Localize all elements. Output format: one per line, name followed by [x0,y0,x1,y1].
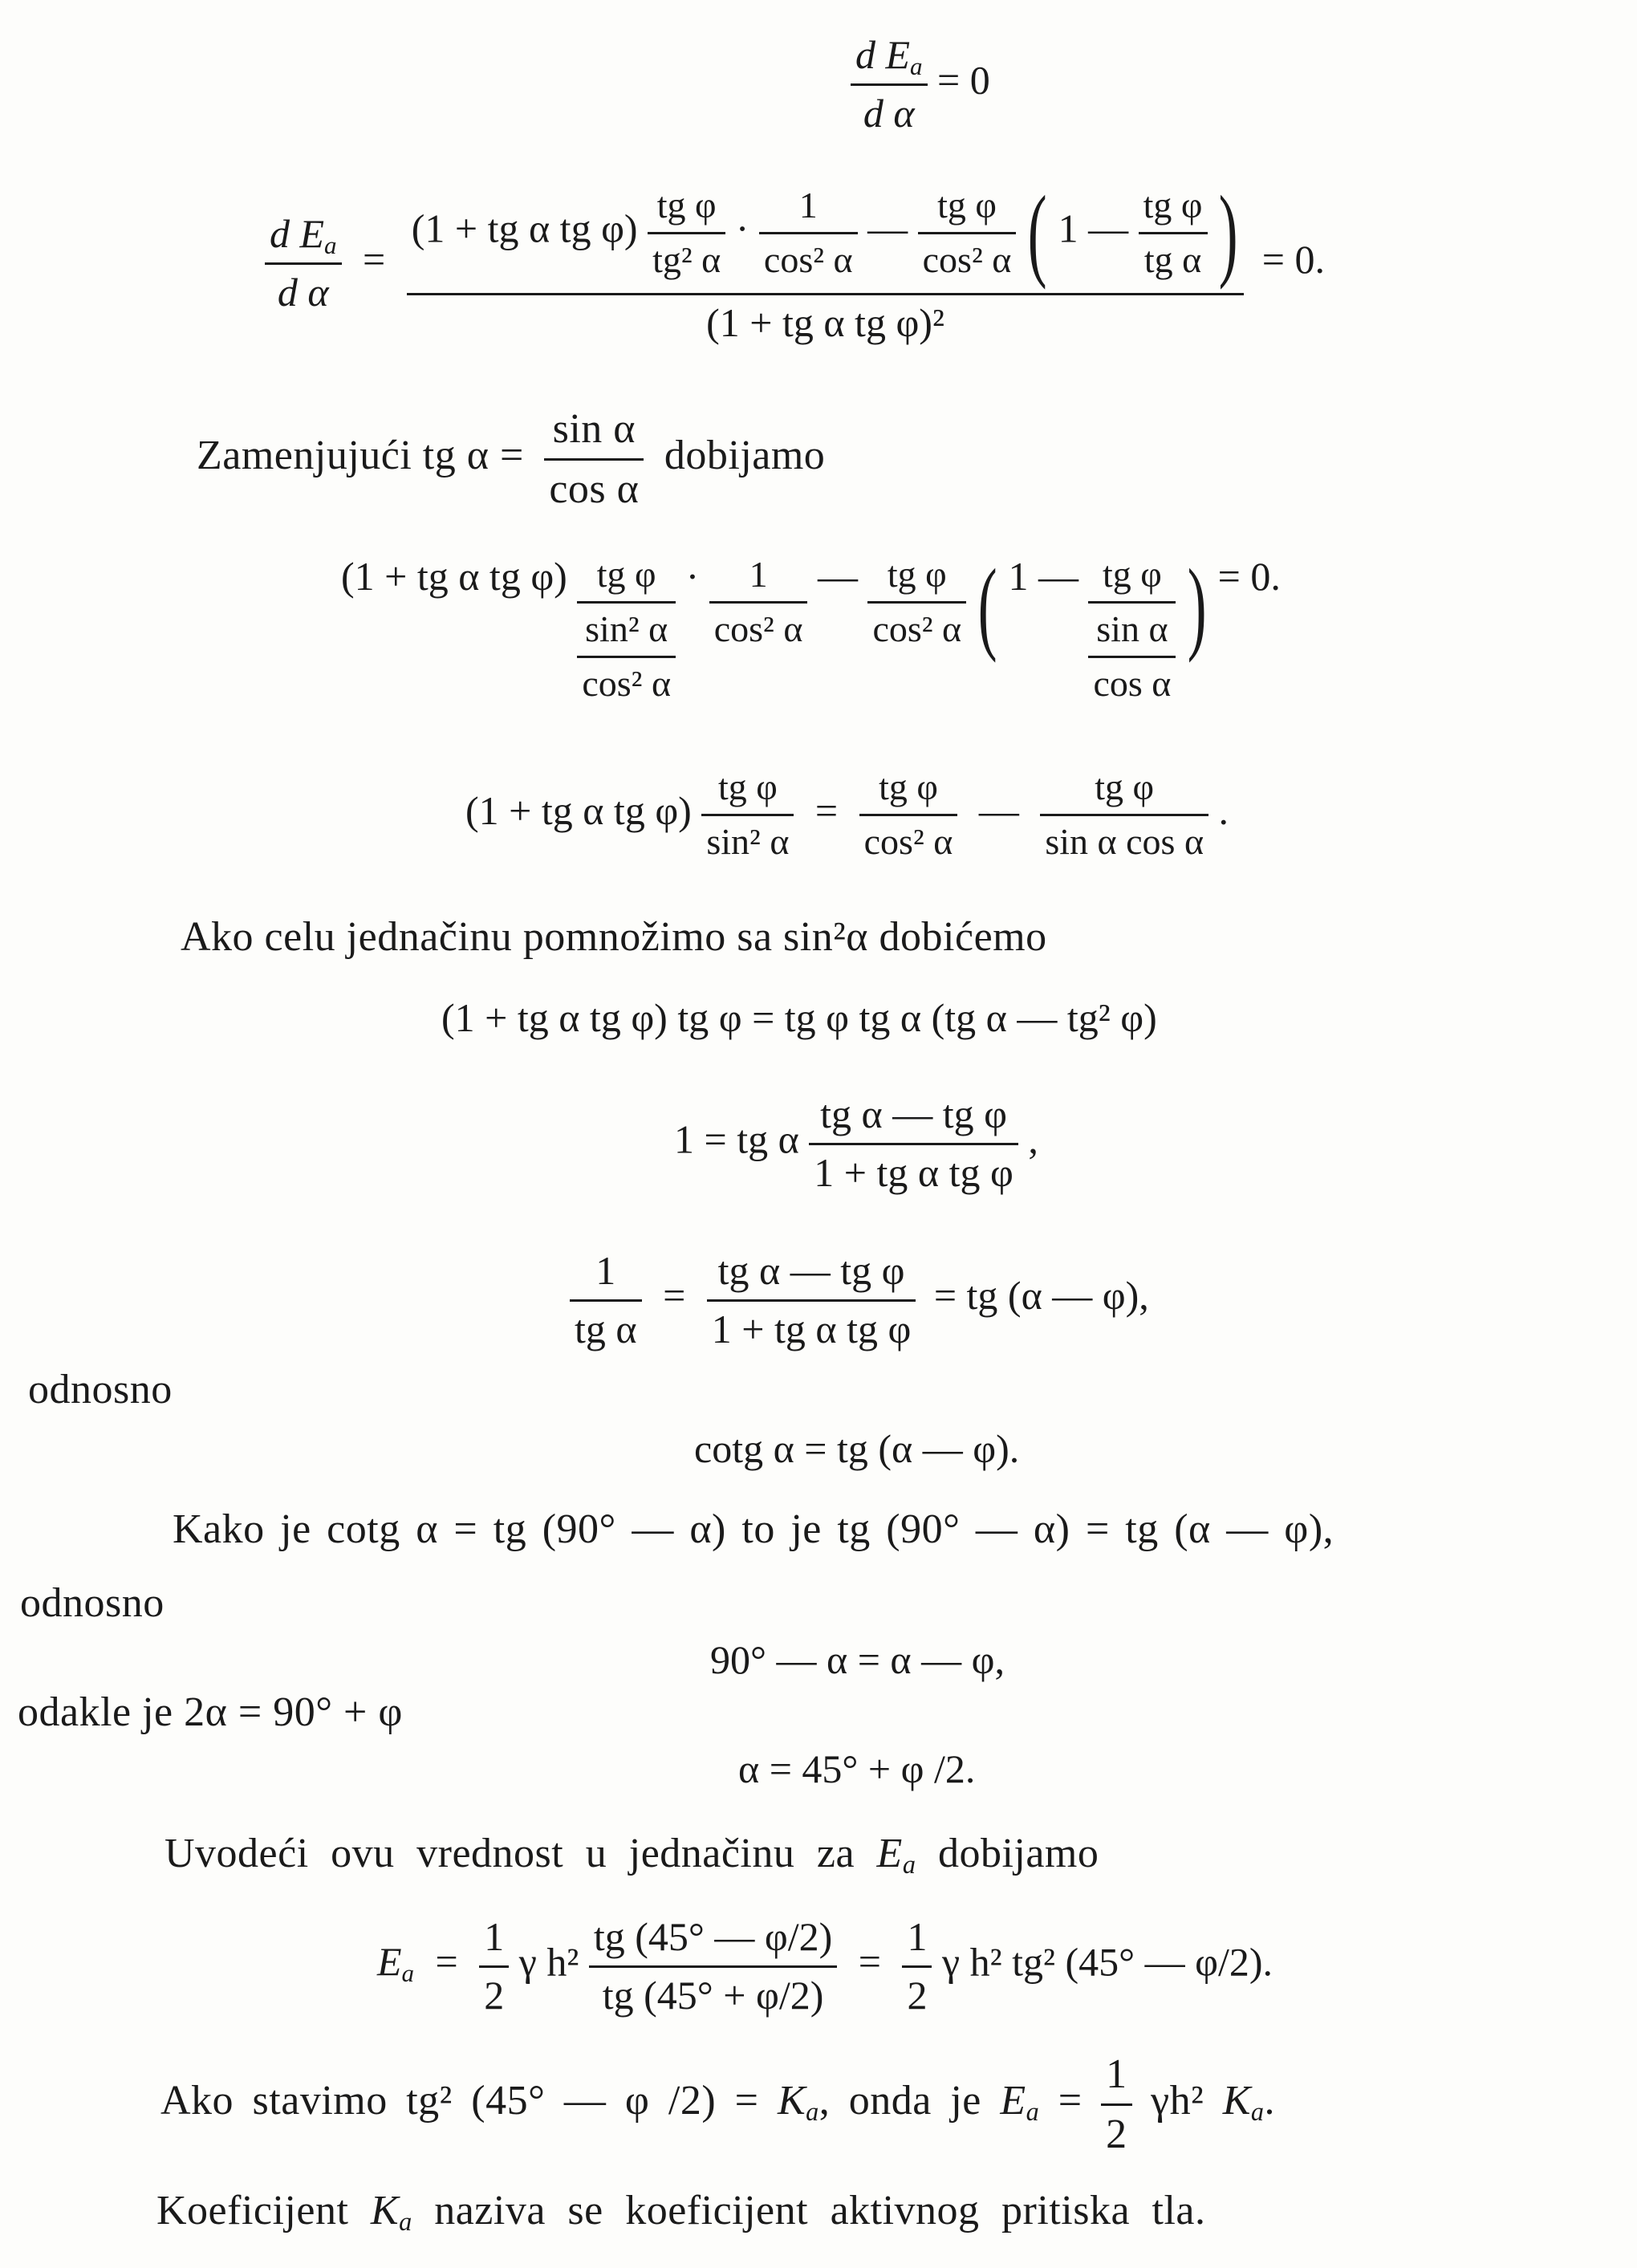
equation-10: α = 45° + φ /2. [738,1746,976,1791]
equation-6: 1 = tg α $\frac{\text{tg α — tg φ}}{\text{1 + tg α tg φ}}$ , [674,1091,1038,1195]
equation-3: (1 + tg α tg φ) tg φ sin² α cos² α · $\frac{1}{\text{cos² α}}$ — $\frac{\text{tg φ}}{\text{cos² α}}$ ( 1 — tg φ sin α cos α ) = 0. [341,548,1281,704]
text-uvodeci: Uvodeći ovu vrednost u jednačinu za $E_a$ dobijamo [165,1831,1099,1880]
text-zamenjujuci: Zamenjujući tg α = $\frac{\text{sin α}}{\text{cos α}}$ dobijamo [197,406,826,512]
equation-11: $E_a$ = $\frac{1}{2}$ γ h² $\frac{tg (45^\circ — \varphi/2)}{tg (45^\circ + \varphi/2)}$ = $\frac{1}{2}$ γ h² tg² (45° — φ/2). [377,1914,1273,2018]
equation-2: $\frac{d E_a}{\text{d α}}$ = (1 + tg α tg φ) $\frac{\text{tg φ}}{\text{tg² α}}$ · $\frac{1}{\text{cos² α}}$ — $\frac{\text{tg φ}}{\text{cos² α}}$ ( 1 — $\frac{\text{tg φ}}{\text{tg α}}$ ) (1 + tg α tg φ)² = 0. [265,181,1325,347]
equation-7: $\frac{1}{\text{tg α}}$ = $\frac{\text{tg α — tg φ}}{\text{1 + tg α tg φ}}$ = tg (α — φ), [570,1248,1149,1352]
text-ako-celu: Ako celu jednačinu pomnožimo sa sin²α dobićemo [181,914,1047,960]
equation-8: cotg α = tg (α — φ). [694,1426,1020,1471]
text-odnosno-2: odnosno [20,1580,165,1626]
big-fraction: (1 + tg α tg φ) $\frac{\text{tg φ}}{\text{tg² α}}$ · $\frac{1}{\text{cos² α}}$ — $\frac{\text{tg φ}}{\text{cos² α}}$ ( 1 — $\frac{\text{tg φ}}{\text{tg α}}$ ) (1 + tg α tg φ)² [407,181,1245,347]
equation-9: 90° — α = α — φ, [710,1637,1005,1682]
equation-5: (1 + tg α tg φ) tg φ = tg φ tg α (tg α — tg² φ) [441,995,1157,1040]
text-kako-je: Kako je cotg α = tg (90° — α) to je tg (90° — α) = tg (α — φ), [173,1506,1334,1552]
text-odakle: odakle je 2α = 90° + φ [18,1689,403,1735]
equation-1: $\frac{d E_a}{\text{d α}}$ = 0 [851,32,990,136]
equation-4: (1 + tg α tg φ) $\frac{\text{tg φ}}{\text{sin² α}}$ = $\frac{\text{tg φ}}{\text{cos² α}}$ — $\frac{\text{tg φ}}{\text{sin α cos α}}$ . [465,766,1229,862]
text-odnosno-1: odnosno [28,1367,173,1412]
text-ako-stavimo: Ako stavimo tg² (45° — φ $/2) = K_a$, onda je $E_a$ = $\frac{1}{2}$ γh² $K_a$. [160,2051,1275,2157]
lhs-fraction: $\frac{d E_a}{\text{d α}}$ [265,211,342,315]
fraction: $\frac{d E_a}{\text{d α}}$ [851,32,928,136]
text-koeficijent: Koeficijent $K_a$ naziva se koeficijent aktivnog pritiska tla. [156,2188,1206,2237]
